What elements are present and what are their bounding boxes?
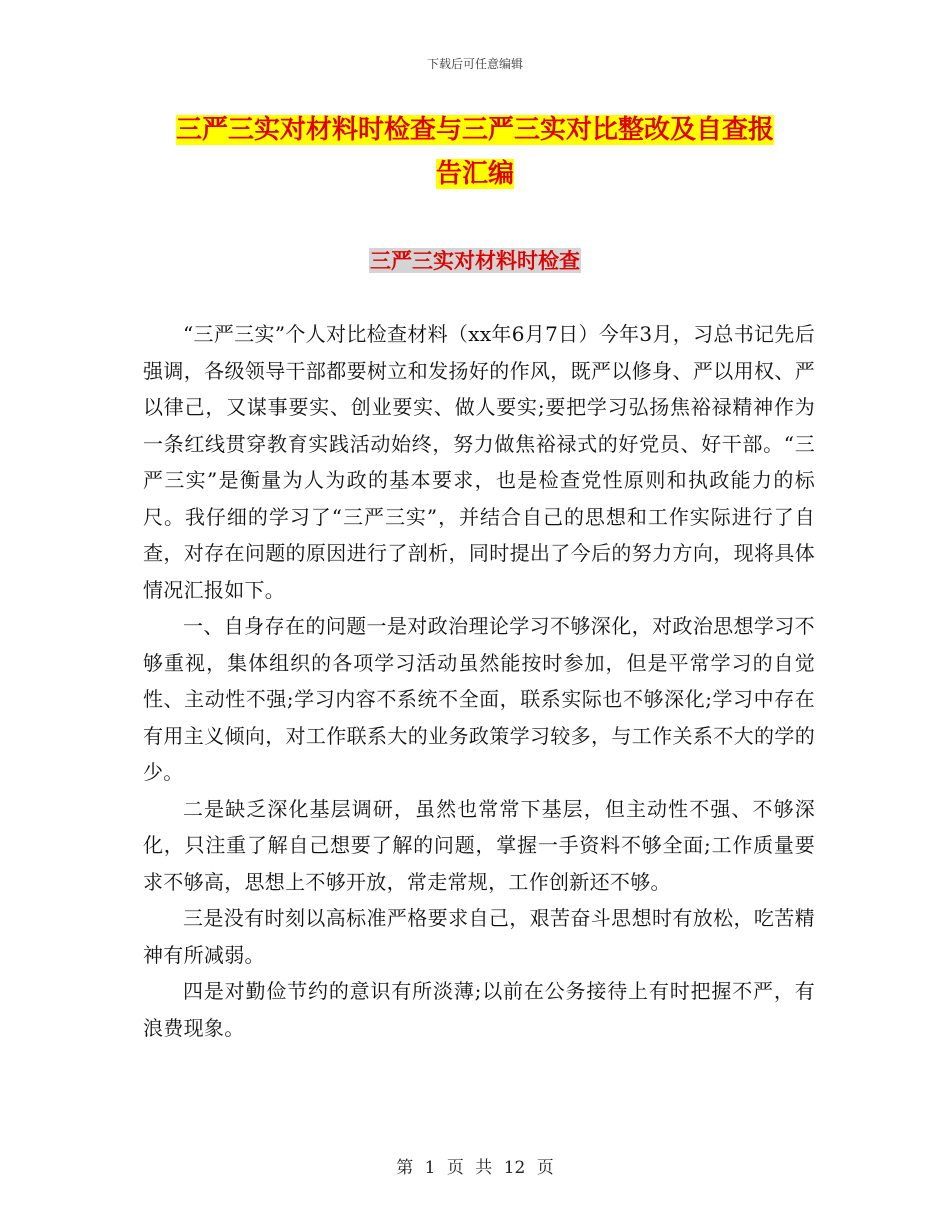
body-text	[143, 316, 815, 1046]
paragraph: 二是缺乏深化基层调研，虽然也常常下基层，但主动性不强、不够深化，只注重了解自己想要了解的问题，掌握一手资料不够全面;工作质量要求不够高，思想上不够开放，常走常规，工作创新还不够。	[143, 796, 815, 894]
section-title	[0, 245, 950, 275]
paragraph: “三严三实”个人对比检查材料（xx年6月7日）今年3月，习总书记先后强调，各级领导干部都要树立和发扬好的作风，既严以修身、严以用权、严以律己，又谋事要实、创业要实、做人要实;要把学习弘扬焦裕禄精神作为一条红线贯穿教育实践活动始终，努力做焦裕禄式的好党员、好干部。“三严三实”是衡量为人为政的基本要求，也是检查党性原则和执政能力的标尺。我仔细的学习了“三严三实”，并结合自己的思想和工作实际进行了自查，对存在问题的原因进行了剖析，同时提出了今后的努力方向，现将具体情况汇报如下。	[143, 322, 815, 602]
paragraph: 一、自身存在的问题一是对政治理论学习不够深化，对政治思想学习不够重视，集体组织的各项学习活动虽然能按时参加，但是平常学习的自觉性、主动性不强;学习内容不系统不全面，联系实际也不够深化;学习中存在有用主义倾向，对工作联系大的业务政策学习较多，与工作关系不大的学的少。	[143, 614, 815, 784]
paragraph: 三是没有时刻以高标准严格要求自己，艰苦奋斗思想时有放松，吃苦精神有所减弱。	[143, 906, 815, 967]
title-line-1: 三严三实对材料时检查与三严三实对比整改及自查报	[175, 115, 774, 145]
section-title-text: 三严三实对材料时检查	[370, 248, 580, 273]
header-note: 下载后可任意编辑	[426, 57, 523, 71]
paragraph: 四是对勤俭节约的意识有所淡薄;以前在公务接待上有时把握不严，有浪费现象。	[143, 979, 815, 1040]
document-title	[150, 108, 800, 196]
page-footer: 第 1 页 共 12 页	[396, 1158, 554, 1178]
title-line-2: 告汇编	[435, 159, 514, 189]
